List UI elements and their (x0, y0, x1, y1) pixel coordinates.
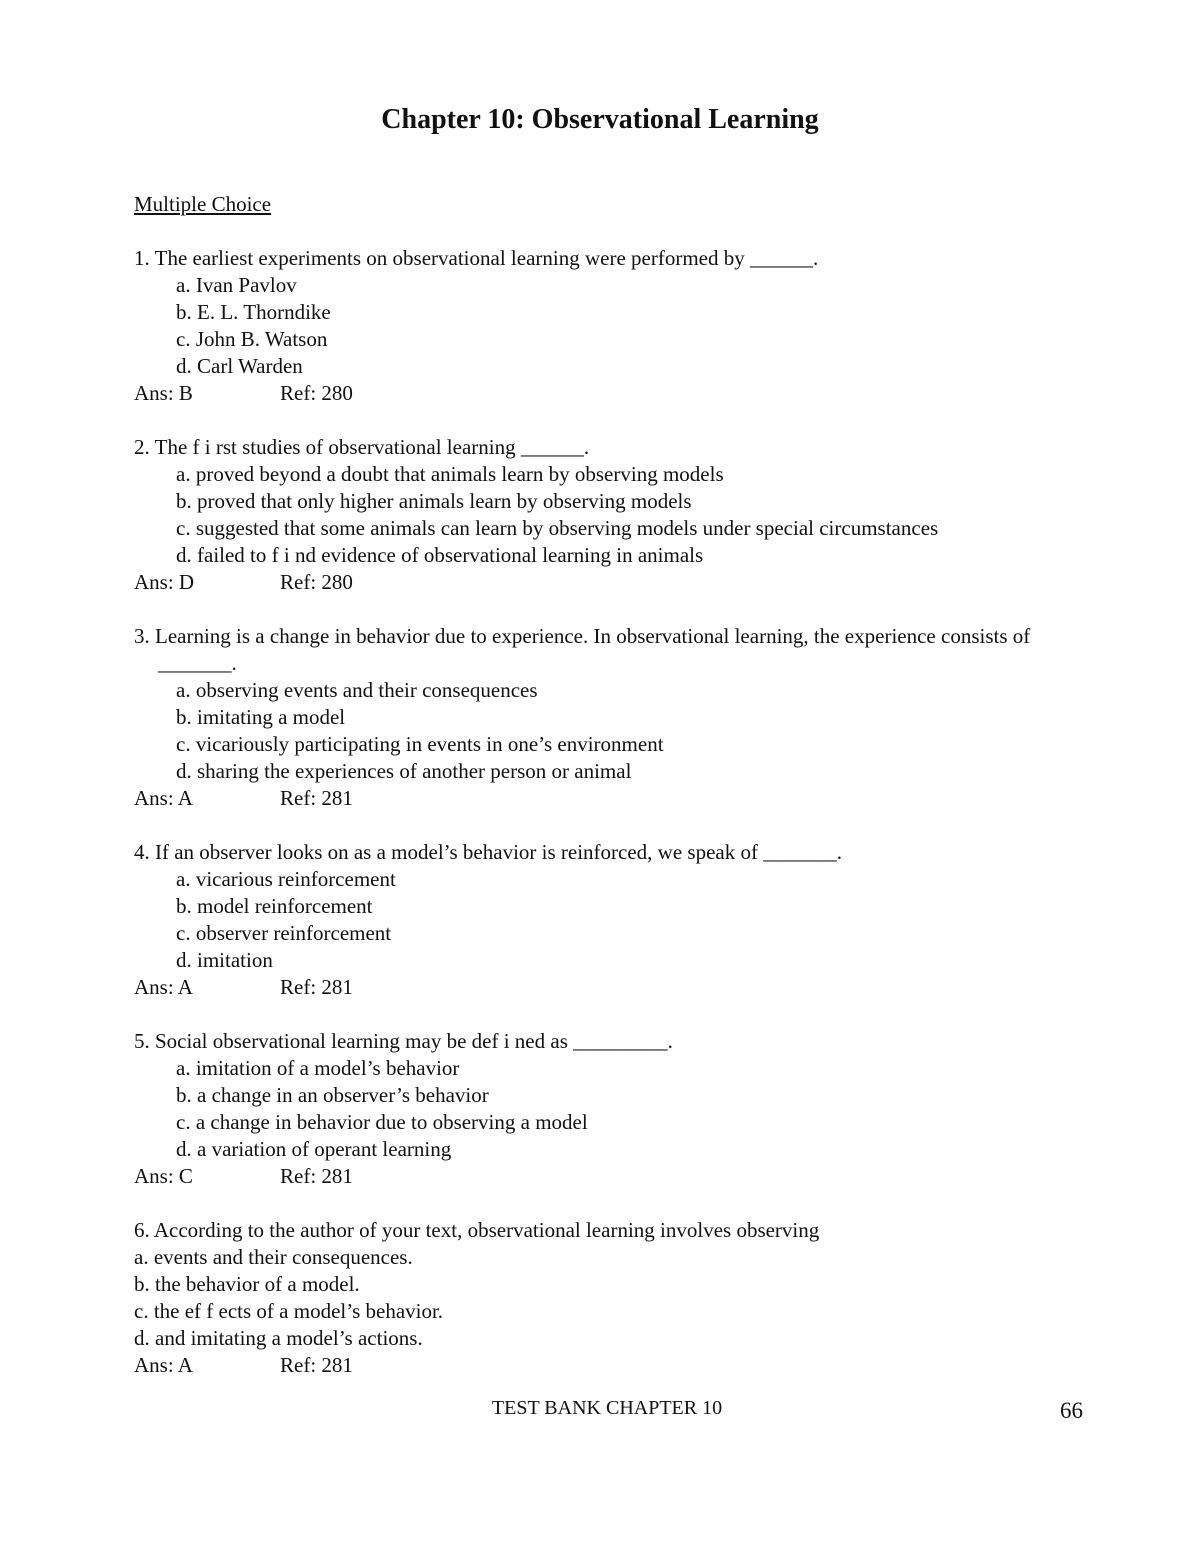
option-list (134, 272, 1074, 380)
option-a: a. events and their consequences. (134, 1245, 413, 1269)
section-heading: Multiple Choice (134, 192, 272, 216)
option-list (134, 866, 1074, 974)
option-d: d. Carl Warden (176, 354, 303, 378)
option-c: c. the ef f ects of a model’s behavior. (134, 1299, 444, 1323)
reference: Ref: 281 (280, 786, 353, 810)
question-text: 4. If an observer looks on as a model’s behavior is reinforced, we speak of _______. (134, 840, 842, 864)
answer: Ans: D (134, 570, 195, 594)
answer-line (134, 1163, 1074, 1190)
answer-line (134, 380, 1074, 407)
question-1 (134, 245, 1074, 407)
page-number: 66 (1060, 1398, 1083, 1423)
reference: Ref: 281 (280, 975, 353, 999)
answer-line (134, 1352, 1074, 1379)
option-c: c. observer reinforcement (176, 921, 392, 945)
answer: Ans: A (134, 1353, 193, 1377)
answer: Ans: A (134, 975, 193, 999)
answer: Ans: B (134, 381, 193, 405)
option-c: c. John B. Watson (176, 327, 328, 351)
option-b: b. proved that only higher animals learn by observing models (176, 489, 692, 513)
page-title: Chapter 10: Observational Learning (381, 104, 819, 135)
option-a: a. vicarious reinforcement (176, 867, 396, 891)
question-text: 2. The f i rst studies of observational learning ______. (134, 435, 590, 459)
answer-line (134, 569, 1074, 596)
question-2 (134, 434, 1074, 596)
question-6 (134, 1217, 1074, 1379)
option-list (134, 1055, 1074, 1163)
reference: Ref: 280 (280, 381, 353, 405)
option-list (134, 677, 1074, 785)
option-list (134, 1244, 1074, 1352)
option-b: b. imitating a model (176, 705, 346, 729)
option-d: d. and imitating a model’s actions. (134, 1326, 423, 1350)
question-5 (134, 1028, 1074, 1190)
question-3 (134, 623, 1074, 812)
reference: Ref: 281 (280, 1164, 353, 1188)
option-b: b. model reinforcement (176, 894, 373, 918)
option-a: a. observing events and their consequences (176, 678, 538, 702)
option-a: a. proved beyond a doubt that animals learn by observing models (176, 462, 724, 486)
option-c: c. vicariously participating in events in one’s environment (176, 732, 664, 756)
option-c: c. suggested that some animals can learn by observing models under special circumstances (176, 516, 939, 540)
option-a: a. imitation of a model’s behavior (176, 1056, 460, 1080)
option-list (134, 461, 1074, 569)
question-text: 3. Learning is a change in behavior due to experience. In observational learning, the experience consists of _______. (134, 624, 1031, 675)
answer-line (134, 974, 1074, 1001)
option-b: b. the behavior of a model. (134, 1272, 360, 1296)
question-4 (134, 839, 1074, 1001)
answer: Ans: C (134, 1164, 193, 1188)
page-footer: TEST BANK CHAPTER 10 (491, 1397, 723, 1419)
answer: Ans: A (134, 786, 193, 810)
option-b: b. a change in an observer’s behavior (176, 1083, 489, 1107)
option-c: c. a change in behavior due to observing a model (176, 1110, 588, 1134)
reference: Ref: 280 (280, 570, 353, 594)
option-d: d. failed to f i nd evidence of observational learning in animals (176, 543, 704, 567)
question-text: 1. The earliest experiments on observational learning were performed by ______. (134, 246, 819, 270)
reference: Ref: 281 (280, 1353, 353, 1377)
question-list (134, 245, 1074, 1406)
option-d: d. sharing the experiences of another person or animal (176, 759, 632, 783)
question-text: 5. Social observational learning may be def i ned as _________. (134, 1029, 673, 1053)
option-d: d. a variation of operant learning (176, 1137, 452, 1161)
answer-line (134, 785, 1074, 812)
option-d: d. imitation (176, 948, 273, 972)
option-a: a. Ivan Pavlov (176, 273, 297, 297)
question-text: 6. According to the author of your text, observational learning involves observing (134, 1218, 820, 1242)
option-b: b. E. L. Thorndike (176, 300, 331, 324)
